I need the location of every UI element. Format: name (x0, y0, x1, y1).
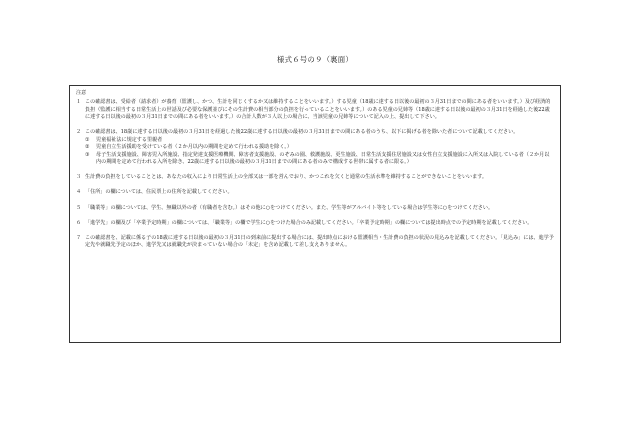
note-item-6 (76, 220, 554, 227)
subitem-mark: ② (85, 144, 90, 151)
note-text: この確認書は、18歳に達する日以後の最初の３月31日を経過した後22歳に達する日以後の最初の３月31日までの間にある者のうち、以下に掲げる者を除いた者について記載してください。 (85, 129, 519, 136)
note-item-2 (76, 129, 554, 166)
note-text: 生計費の負担をしていることとは、あなたの収入により日常生活上の全部又は一部を営んでおり、かつこれを欠くと通常の生活水準を維持することができないことをいいます。 (85, 174, 488, 181)
note-text: この確認書を、記載に係る子の18歳に達する日以後の最初の３月31日の到来前に提出する場合には、提出時点における監護相当・生計費の負担の状況の見込みを記載してください。「見込み」には、進学予定先や就職先予定のほか、進学先又は就職先が決まっていない場合の「未定」を含め記載して差し支えありません。 (85, 235, 554, 249)
subitem-mark: ③ (85, 151, 90, 158)
note-number: ３ (76, 174, 82, 181)
notes-heading: 注意 (76, 90, 87, 96)
note-item-5 (76, 205, 554, 212)
note-item-4 (76, 189, 554, 196)
subitem-text: 児童自立生活援助を受けている者（２か月以内の期間を定めて行われる援助を除く。） (96, 144, 293, 151)
note-subitem-2 (85, 144, 554, 151)
subitem-mark: ① (85, 136, 90, 143)
note-text: この確認書は、受給者（請求者）が養育（監護し、かつ、生計を同じくするか又は維持することをいいます。）する児童（18歳に達する日以後の最初の３月31日までの間にある者をいいます。）及び経済的負担（監護に相当する日常生活上の世話及び必要な保護並びにその生計費の相当部分の負担を行っていることをいいます。）のある児童の兄姉等（18歳に達する日以後の最初の３月31日を経過した後22歳に達する日以後の最初の３月31日までの間にある者をいいます。）の合計人数が３人以上の場合に、当該児童の兄姉等について記入の上、提出して下さい。 (85, 99, 551, 121)
note-number: ４ (76, 189, 82, 196)
note-number: ６ (76, 219, 82, 226)
note-number: ７ (76, 235, 82, 242)
note-text: 「進学先」の欄及び「卒業予定時期」の欄については、「職業等」の欄で学生に○をつけた場合のみ記載してください。「卒業予定時期」の欄については提出時点での予定時期を記載してください。 (85, 219, 533, 226)
note-number: １ (76, 99, 82, 106)
note-item-1 (76, 99, 554, 121)
note-item-3 (76, 174, 554, 181)
note-number: ２ (76, 129, 82, 136)
note-item-7 (76, 235, 554, 250)
notes-box (69, 85, 561, 343)
subitem-text: 母子生活支援施設、障害児入所施設、指定発達支援医療機関、障害者支援施設、のぞみの園、救護施設、更生施設、日常生活支援住居施設又は女性自立支援施設に入所又は入院している者（２か月以内の期間を定めて行われる入所を除き、22歳に達する日以後の最初の３月31日までの間にある者のみで構成する世帯に属する者に限る。） (96, 151, 550, 166)
note-subitem-3 (85, 152, 554, 167)
note-text: 「職業等」の欄については、学生、無職以外の者（有職者を含む。）はその他に○をつけてください。また、学生等がアルバイト等をしている場合は学生等に○をつけてください。 (85, 204, 494, 211)
subitem-text: 児童福祉法に規定する里親者 (96, 136, 163, 143)
page-title: 様式６号の９（裏面） (277, 55, 353, 64)
note-number: ５ (76, 204, 82, 211)
note-text: 「住所」の欄については、住民票上の住所を記載してください。 (85, 189, 233, 196)
